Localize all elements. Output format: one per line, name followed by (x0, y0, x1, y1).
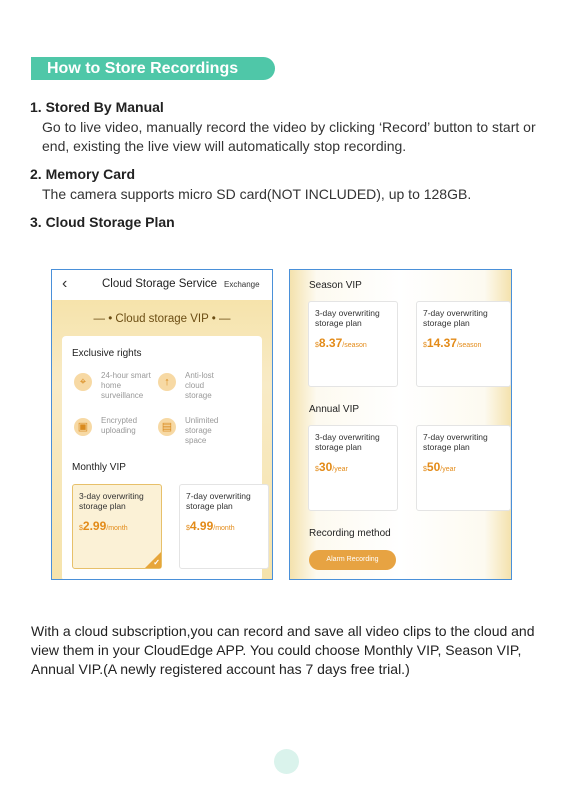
section-body-memory-card: The camera supports micro SD card(NOT INCLUDED), up to 128GB. (42, 186, 472, 202)
section-banner: How to Store Recordings (31, 57, 275, 80)
cloud-service-screenshot (51, 269, 273, 580)
plan-card-annual-7day[interactable] (416, 425, 511, 511)
plan-card-season-3day[interactable] (308, 301, 398, 387)
cloud-upload-icon: ↑ (158, 373, 176, 391)
footer-description: With a cloud subscription,you can record and save all video clips to the cloud and view them in your CloudEdge APP. You could choose Monthly VIP, Season VIP, Annual VIP.(A newly registered account has 7 days free trial.) (31, 623, 535, 677)
back-arrow-icon[interactable]: ‹ (62, 275, 68, 292)
recording-method-label: Recording method (309, 528, 391, 539)
plan-price: $8.37/season (315, 336, 367, 350)
checkmark-icon: ✓ (153, 558, 160, 567)
feature-encrypted: Encrypted uploading (101, 416, 138, 435)
feature-unlimited: Unlimited storage space (185, 416, 219, 445)
plan-name: 3-day overwriting storage plan (315, 432, 380, 452)
vip-plans-screenshot (289, 269, 512, 580)
season-vip-label: Season VIP (309, 280, 362, 291)
section-title-manual: 1. Stored By Manual (30, 99, 164, 115)
plan-name: 3-day overwriting storage plan (315, 308, 380, 328)
phone-header (52, 270, 272, 300)
section-title-memory-card: 2. Memory Card (30, 166, 136, 182)
save-icon: ▤ (158, 418, 176, 436)
phone-title: Cloud Storage Service (102, 278, 218, 290)
page-indicator-dot (274, 749, 299, 774)
section-title-cloud: 3. Cloud Storage Plan (30, 214, 175, 230)
lock-icon: ▣ (74, 418, 92, 436)
feature-surveillance: 24-hour smart home surveillance (101, 371, 151, 400)
plan-card-monthly-7day[interactable] (179, 484, 269, 569)
vip-card (62, 336, 262, 580)
plan-price: $4.99/month (186, 519, 235, 533)
plan-name: 3-day overwriting storage plan (79, 491, 144, 511)
feature-anti-lost: Anti-lost cloud storage (185, 371, 214, 400)
plan-name: 7-day overwriting storage plan (186, 491, 251, 511)
plan-card-annual-3day[interactable] (308, 425, 398, 511)
plan-name: 7-day overwriting storage plan (423, 308, 488, 328)
exchange-link[interactable]: Exchange (224, 280, 260, 289)
plan-price: $50/year (423, 460, 456, 474)
exclusive-rights-label: Exclusive rights (72, 348, 142, 359)
section-body-manual: Go to live video, manually record the video by clicking ‘Record’ button to start or end, existing the live view will automatically stop recording. (42, 119, 536, 154)
plan-card-monthly-3day[interactable] (72, 484, 162, 569)
plan-price: $30/year (315, 460, 348, 474)
plan-price: $2.99/month (79, 519, 128, 533)
alarm-recording-button[interactable]: Alarm Recording (309, 550, 396, 570)
camera-icon: ⌖ (74, 373, 92, 391)
vip-title: — • Cloud storage VIP • — (93, 313, 231, 325)
annual-vip-label: Annual VIP (309, 404, 360, 415)
plan-price: $14.37/season (423, 336, 482, 350)
plan-card-season-7day[interactable] (416, 301, 511, 387)
plan-name: 7-day overwriting storage plan (423, 432, 488, 452)
monthly-vip-label: Monthly VIP (72, 462, 126, 473)
